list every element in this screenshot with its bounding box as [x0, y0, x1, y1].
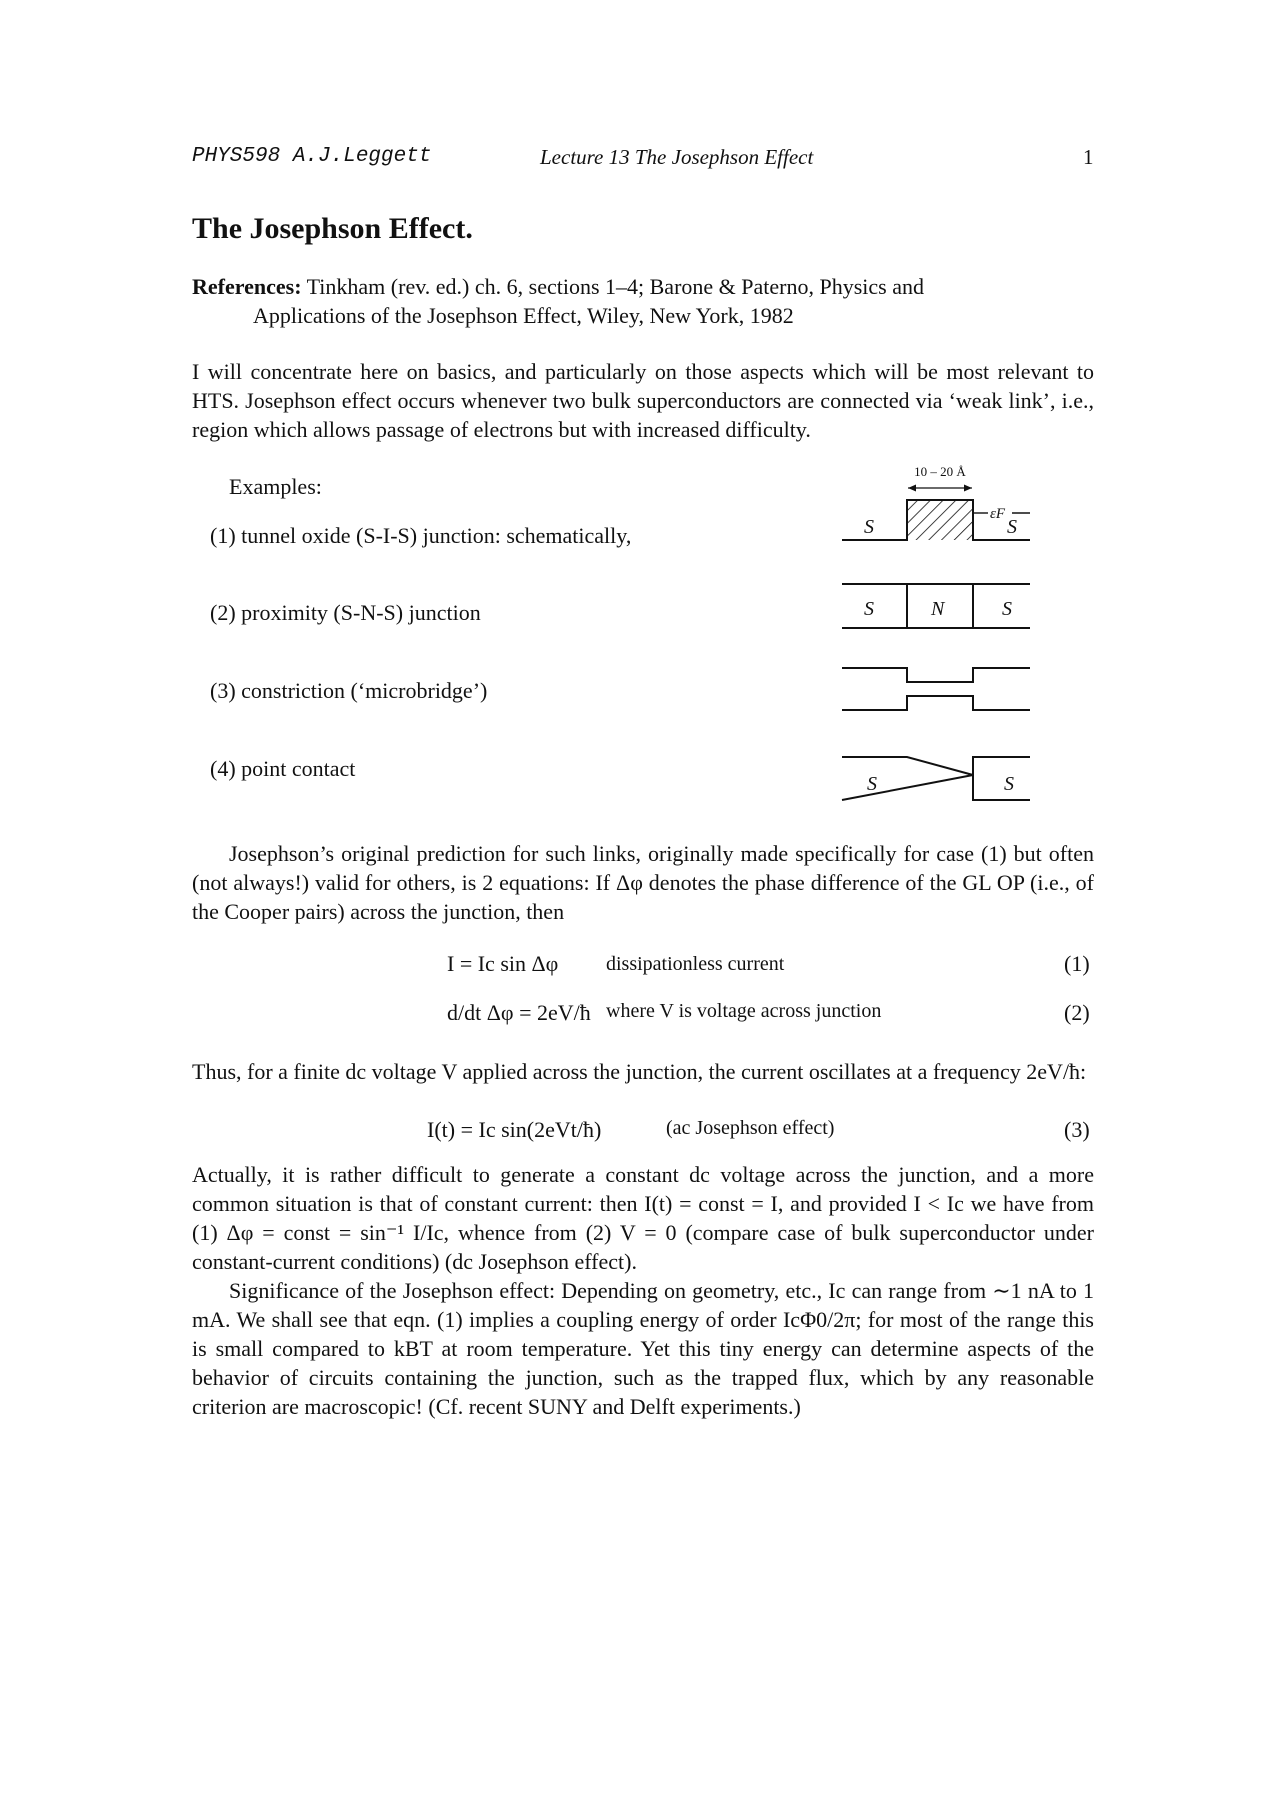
intro-paragraph: I will concentrate here on basics, and particularly on those aspects which will be most relevant to HTS. Josephson effect occurs whenever two bulk superconductors are connected via ‘weak link’, i.e., region which allows passage of electrons but with increased difficulty. [192, 359, 1094, 442]
oxide-barrier [907, 500, 973, 540]
equation-3-note: (ac Josephson effect) [666, 1117, 835, 1139]
equation-3-number: (3) [1064, 1117, 1090, 1142]
width-label: 10 – 20 Å [914, 464, 966, 479]
point-contact-left [842, 757, 973, 800]
label-s-left-4: S [867, 773, 877, 795]
arrow-head-left [908, 485, 916, 492]
references-label: References: [192, 274, 302, 299]
paragraph-dc-effect: Actually, it is rather difficult to generate a constant dc voltage across the junction, and a more common situation is that of constant current: then I(t) = const = I, and provided I < Ic we have from (1) Δφ = const = sin⁻¹ I/Ic, whence from (2) V = 0 (compare case of bulk superconductor under constant-current conditions) (dc Josephson effect). [192, 1162, 1094, 1274]
page-number: 1 [1083, 145, 1094, 169]
references-cont: Applications of the Josephson Effect, Wiley, New York, 1982 [253, 303, 794, 328]
tunnel-junction-diagram [842, 464, 1030, 540]
equation-1: I = Ic sin Δφ [447, 951, 559, 976]
label-s-right-4: S [1004, 773, 1014, 795]
references [192, 272, 1094, 330]
label-s-right-1: S [1007, 516, 1017, 538]
microbridge-bottom [842, 696, 1030, 710]
example-item-2: (2) proximity (S-N-S) junction [210, 600, 481, 625]
junction-diagrams [830, 460, 1050, 810]
sns-junction-diagram [842, 584, 1030, 628]
header-left: PHYS598 A.J.Leggett [192, 145, 432, 168]
point-contact-diagram [842, 757, 1030, 800]
arrow-head-right [964, 485, 972, 492]
label-s-right-2: S [1002, 598, 1012, 620]
paragraph-ac-effect: Thus, for a finite dc voltage V applied across the junction, the current oscillates at a frequency 2eV/ħ: [192, 1059, 1087, 1084]
fermi-label: εF [990, 506, 1006, 522]
point-contact-right [973, 757, 1030, 800]
label-n: N [931, 598, 945, 620]
equation-3: I(t) = Ic sin(2eVt/ħ) [427, 1117, 602, 1142]
label-s-left-2: S [864, 598, 874, 620]
example-item-3: (3) constriction (‘microbridge’) [210, 678, 488, 703]
equation-1-number: (1) [1064, 951, 1090, 976]
example-item-1: (1) tunnel oxide (S-I-S) junction: schematically, [210, 523, 632, 548]
paragraph-josephson-prediction: Josephson’s original prediction for such links, originally made specifically for case (1) but often (not always!) valid for others, is 2 equations: If Δφ denotes the phase difference of the GL OP (i.e., of the Cooper pairs) across the junction, then [192, 841, 1094, 924]
equation-2-number: (2) [1064, 1000, 1090, 1025]
microbridge-top [842, 668, 1030, 682]
paragraph-significance: Significance of the Josephson effect: Depending on geometry, etc., Ic can range from ∼1 nA to 1 mA. We shall see that eqn. (1) implies a coupling energy of order IcΦ0/2π; for most of the range this is small compared to kBT at room temperature. Yet this tiny energy can determine aspects of the behavior of circuits containing the junction, such as the trapped flux, which by any reasonable criterion are macroscopic! (Cf. recent SUNY and Delft experiments.) [192, 1278, 1094, 1419]
equation-2: d/dt Δφ = 2eV/ħ [447, 1000, 591, 1025]
references-text: Tinkham (rev. ed.) ch. 6, sections 1–4; Barone & Paterno, Physics and [306, 274, 924, 299]
label-s-left-1: S [864, 516, 874, 538]
microbridge-diagram [842, 668, 1030, 710]
example-item-4: (4) point contact [210, 756, 356, 781]
equation-2-note: where V is voltage across junction [606, 1000, 882, 1022]
equation-1-note: dissipationless current [606, 953, 785, 975]
examples-label: Examples: [229, 474, 322, 499]
header-center: Lecture 13 The Josephson Effect [540, 145, 814, 169]
page-title: The Josephson Effect. [192, 212, 473, 245]
